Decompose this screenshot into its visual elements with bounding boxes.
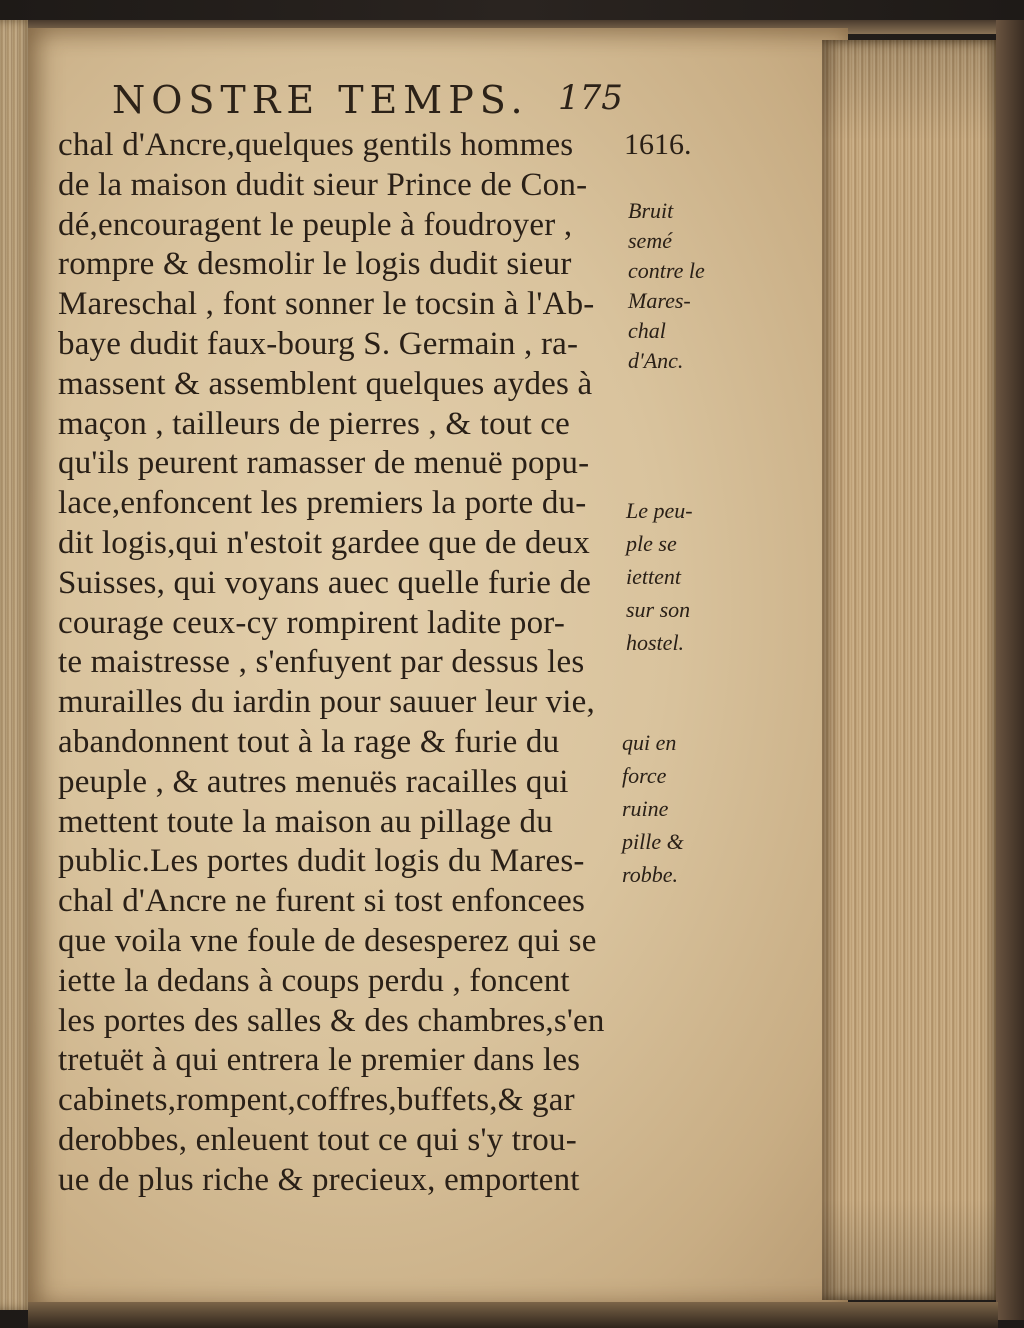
margin-note-line: d'Anc. [628,348,684,373]
text-line: peuple , & autres menuës racailles qui [58,763,569,800]
margin-note-line: Le peu- [626,498,693,523]
margin-note-line: pille & [622,829,684,854]
margin-note-line: hostel. [626,630,685,655]
text-line: dit logis,qui n'estoit gardee que de deux [58,524,590,561]
body-text [58,126,628,1201]
margin-note-line: ple se [626,531,677,556]
year-margin-note: 1616. [624,128,692,161]
text-line: public.Les portes dudit logis du Mares- [58,843,585,880]
text-line: derobbes, enleuent tout ce qui s'y trou- [58,1121,577,1158]
text-line: chal d'Ancre ne furent si tost enfoncees [58,883,586,920]
text-line: lace,enfoncent les premiers la porte du- [58,485,587,522]
margin-note-line: semé [628,228,672,253]
margin-note-people [626,494,693,659]
text-line: massent & assemblent quelques aydes à [58,365,593,402]
page-block-fore-edge [822,40,998,1300]
margin-note-line: contre le [628,258,705,283]
margin-note-pillage [622,726,684,891]
margin-note-rumor [628,196,705,376]
text-line: dé,encouragent le peuple à foudroyer , [58,206,573,243]
margin-note-line: robbe. [622,862,679,887]
margin-note-line: Mares- [628,288,691,313]
margin-note-line: force [622,763,667,788]
text-line: les portes des salles & des chambres,s'en [58,1002,605,1039]
text-line: abandonnent tout à la rage & furie du [58,723,560,760]
text-line: ue de plus riche & precieux, emportent [58,1161,580,1198]
cover-bottom [28,1302,998,1328]
text-line: courage ceux-cy rompirent ladite por- [58,604,566,641]
text-line: maçon , tailleurs de pierres , & tout ce [58,405,570,442]
text-line: te maistresse , s'enfuyent par dessus les [58,644,585,681]
text-line: cabinets,rompent,coffres,buffets,& gar [58,1082,575,1119]
text-line: murailles du iardin pour sauuer leur vie, [58,684,595,721]
text-line: rompre & desmolir le logis dudit sieur [58,246,572,283]
text-line: baye dudit faux-bourg S. Germain , ra- [58,325,579,362]
text-line: Suisses, qui voyans auec quelle furie de [58,564,592,601]
margin-note-line: ruine [622,796,669,821]
margin-note-line: qui en [622,730,677,755]
text-line: de la maison dudit sieur Prince de Con- [58,166,588,203]
margin-note-line: Bruit [628,198,674,223]
text-line: Mareschal , font sonner le tocsin à l'Ab- [58,286,595,323]
margin-note-line: sur son [626,597,691,622]
running-head: NOSTRE TEMPS. [112,78,529,122]
text-line: mettent toute la maison au pillage du [58,803,553,840]
text-line: iette la dedans à coups perdu , foncent [58,962,570,999]
text-line: que voila vne foule de desesperez qui se [58,922,597,959]
margin-note-line: chal [628,318,666,343]
text-line: tretuët à qui entrera le premier dans les [58,1042,581,1079]
margin-note-line: iettent [626,564,681,589]
text-line: qu'ils peurent ramasser de menuë popu- [58,445,590,482]
cover-right [996,20,1024,1320]
text-line: chal d'Ancre,quelques gentils hommes [58,127,574,163]
page-number: 175 [558,78,623,118]
